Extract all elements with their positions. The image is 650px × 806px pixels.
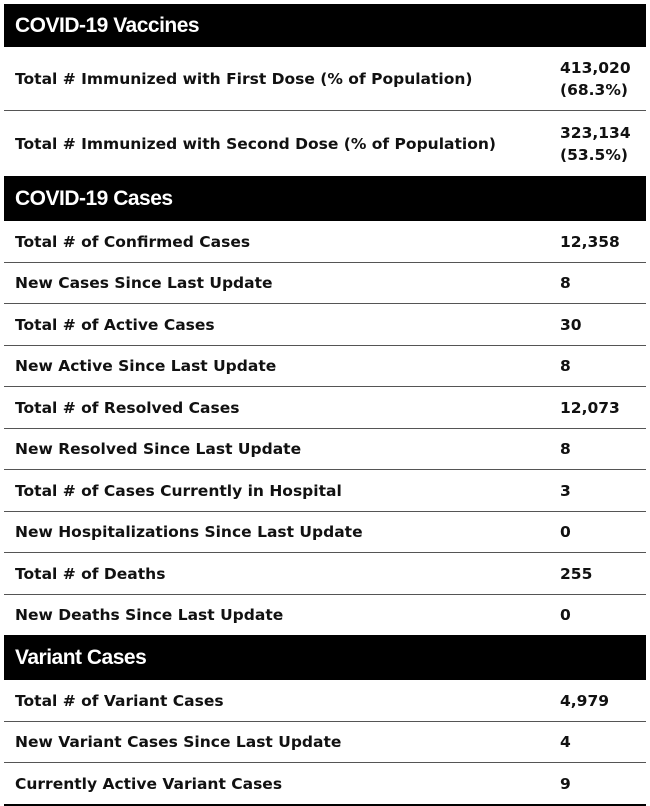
row-value: 4 — [560, 733, 571, 751]
table-row — [4, 221, 646, 263]
covid-stats-table — [4, 4, 646, 806]
table-row — [4, 429, 646, 470]
row-value: 255 — [560, 564, 593, 583]
table-row — [4, 512, 646, 553]
row-value: 0 — [560, 523, 571, 541]
row-value: 4,979 — [560, 691, 610, 710]
table-row-second-dose — [4, 111, 646, 176]
table-row — [4, 722, 646, 763]
row-label: New Deaths Since Last Update — [15, 606, 284, 624]
row-value: 8 — [560, 357, 571, 375]
row-value: 8 — [560, 274, 571, 292]
table-row — [4, 387, 646, 429]
row-label: Total # of Confirmed Cases — [15, 232, 251, 251]
table-row — [4, 553, 646, 595]
row-label: New Variant Cases Since Last Update — [15, 733, 342, 751]
table-row — [4, 263, 646, 304]
row-value-count: 323,134 — [560, 123, 631, 142]
row-value-percent: (68.3%) — [560, 80, 628, 99]
row-label: Currently Active Variant Cases — [15, 774, 283, 793]
row-value: 12,073 — [560, 398, 620, 417]
row-value: 8 — [560, 440, 571, 458]
row-value-count: 413,020 — [560, 58, 631, 77]
row-label: Total # of Variant Cases — [15, 691, 224, 710]
row-label: New Resolved Since Last Update — [15, 440, 302, 458]
section-title: COVID-19 Vaccines — [15, 13, 200, 37]
section-title: COVID-19 Cases — [15, 186, 173, 210]
section-header-cases — [4, 176, 646, 221]
row-value: 9 — [560, 774, 571, 793]
row-value — [560, 57, 646, 101]
table-row — [4, 595, 646, 635]
row-value: 0 — [560, 606, 571, 624]
table-row — [4, 304, 646, 346]
row-label: Total # of Active Cases — [15, 315, 215, 334]
row-label: New Cases Since Last Update — [15, 274, 273, 292]
row-label: New Active Since Last Update — [15, 357, 277, 375]
row-label: Total # of Resolved Cases — [15, 398, 240, 417]
section-header-vaccines — [4, 4, 646, 47]
row-label: New Hospitalizations Since Last Update — [15, 523, 363, 541]
row-label: Total # Immunized with First Dose (% of Population) — [15, 69, 473, 88]
table-row-first-dose — [4, 47, 646, 111]
section-header-variants — [4, 635, 646, 680]
row-label: Total # of Deaths — [15, 564, 166, 583]
table-row — [4, 346, 646, 387]
row-value-percent: (53.5%) — [560, 145, 628, 164]
row-label: Total # of Cases Currently in Hospital — [15, 481, 342, 500]
row-value: 12,358 — [560, 232, 620, 251]
row-value — [560, 122, 646, 166]
table-row — [4, 763, 646, 804]
section-title: Variant Cases — [15, 645, 147, 669]
row-value: 3 — [560, 481, 571, 500]
row-value: 30 — [560, 315, 582, 334]
table-row — [4, 470, 646, 512]
table-row — [4, 680, 646, 722]
row-label: Total # Immunized with Second Dose (% of Population) — [15, 134, 496, 153]
